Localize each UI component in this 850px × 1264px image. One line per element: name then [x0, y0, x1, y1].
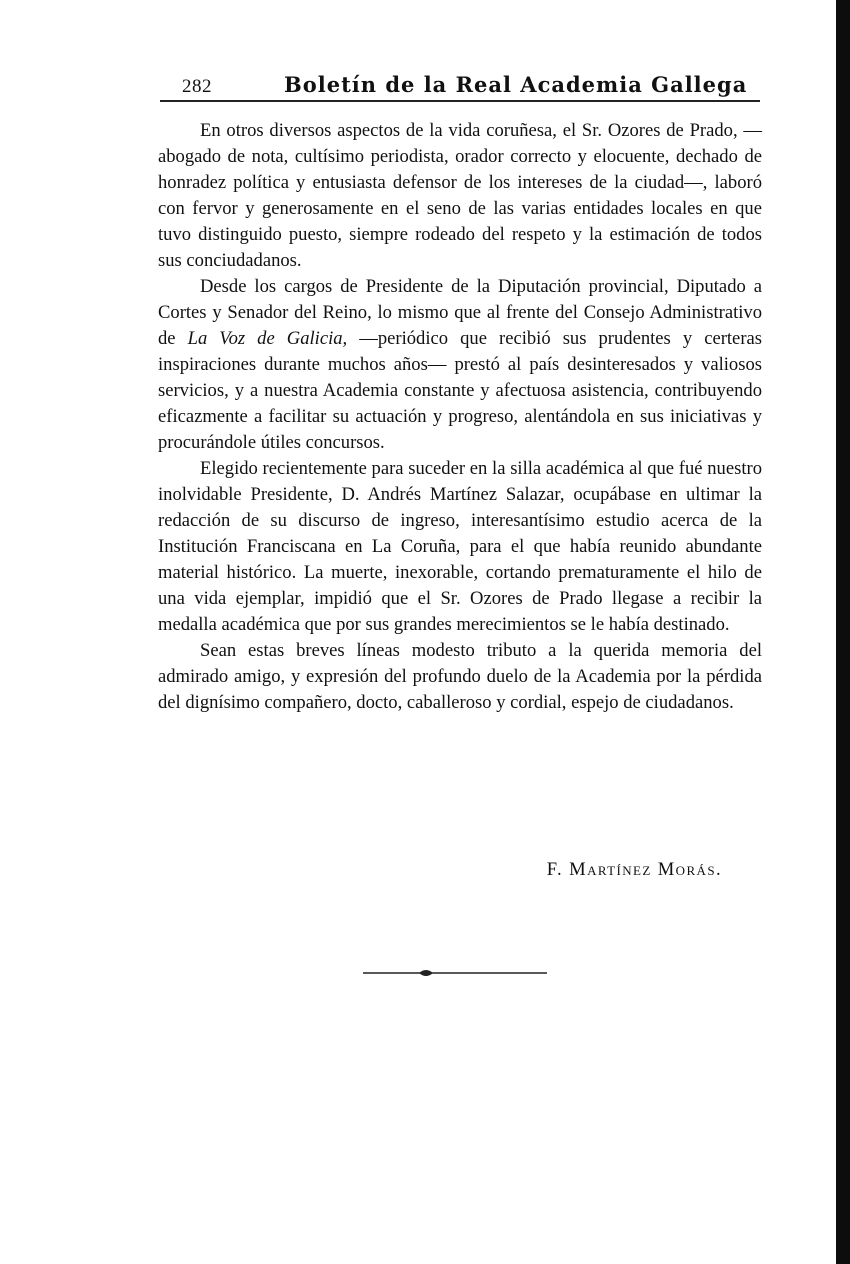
closing-ornament — [363, 966, 547, 980]
newspaper-title: La Voz de Galicia, — [187, 328, 348, 349]
paragraph-2-part-2: —periódico que recibió sus prudentes y certeras inspiraciones durante muchos años— prestó al país desinteresados y valiosos servicios, y a nuestra Academia constante y afectuosa asistencia, contribuyendo eficazmente a facilitar su actuación y progreso, alentándola en sus iniciativas y procurándole útiles concursos. — [158, 328, 762, 453]
paragraph-2-part-1: Desde los cargos de Presidente de la Diputación provincial, Diputado a Cortes y Senador del Reino, lo mismo que al frente del Consejo Administrativo de — [158, 276, 762, 349]
running-title: Boletín de la Real Academia Gallega — [284, 72, 748, 97]
paragraph-1: En otros diversos aspectos de la vida coruñesa, el Sr. Ozores de Prado, —abogado de nota, cultísimo periodista, orador correcto y elocuente, dechado de honradez política y entusiasta defensor de los intereses de la ciudad—, laboró con fervor y generosamente en el seno de las varias entidades locales en que tuvo distinguido puesto, siempre rodeado del respeto y la estimación de todos sus conciudadanos. — [158, 120, 762, 271]
author-signature — [158, 859, 722, 881]
page-number: 282 — [182, 76, 212, 97]
paragraph-4: Sean estas breves líneas modesto tributo a la querida memoria del admirado amigo, y expresión del profundo duelo de la Academia por la pérdida del dignísimo compañero, docto, caballeroso y cordial, espejo de ciudadanos. — [158, 640, 762, 713]
author-name: Martínez Morás. — [569, 859, 722, 880]
paragraph-3: Elegido recientemente para suceder en la silla académica al que fué nuestro inolvidable Presidente, D. Andrés Martínez Salazar, ocupábase en ultimar la redacción de su discurso de ingreso, interesantísimo estudio acerca de la Institución Franciscana en La Coruña, para el que había reunido abundante material histórico. La muerte, inexorable, cortando prematuramente el hilo de una vida ejemplar, impidió que el Sr. Ozores de Prado llegase a recibir la medalla académica que por sus grandes merecimientos se le había destinado. — [158, 458, 762, 635]
page-edge-shadow — [836, 0, 850, 1264]
header-rule — [160, 100, 760, 102]
page-header — [160, 70, 760, 100]
paragraph-2 — [158, 274, 762, 456]
author-initial: F. — [546, 859, 564, 880]
article-body — [158, 118, 762, 716]
